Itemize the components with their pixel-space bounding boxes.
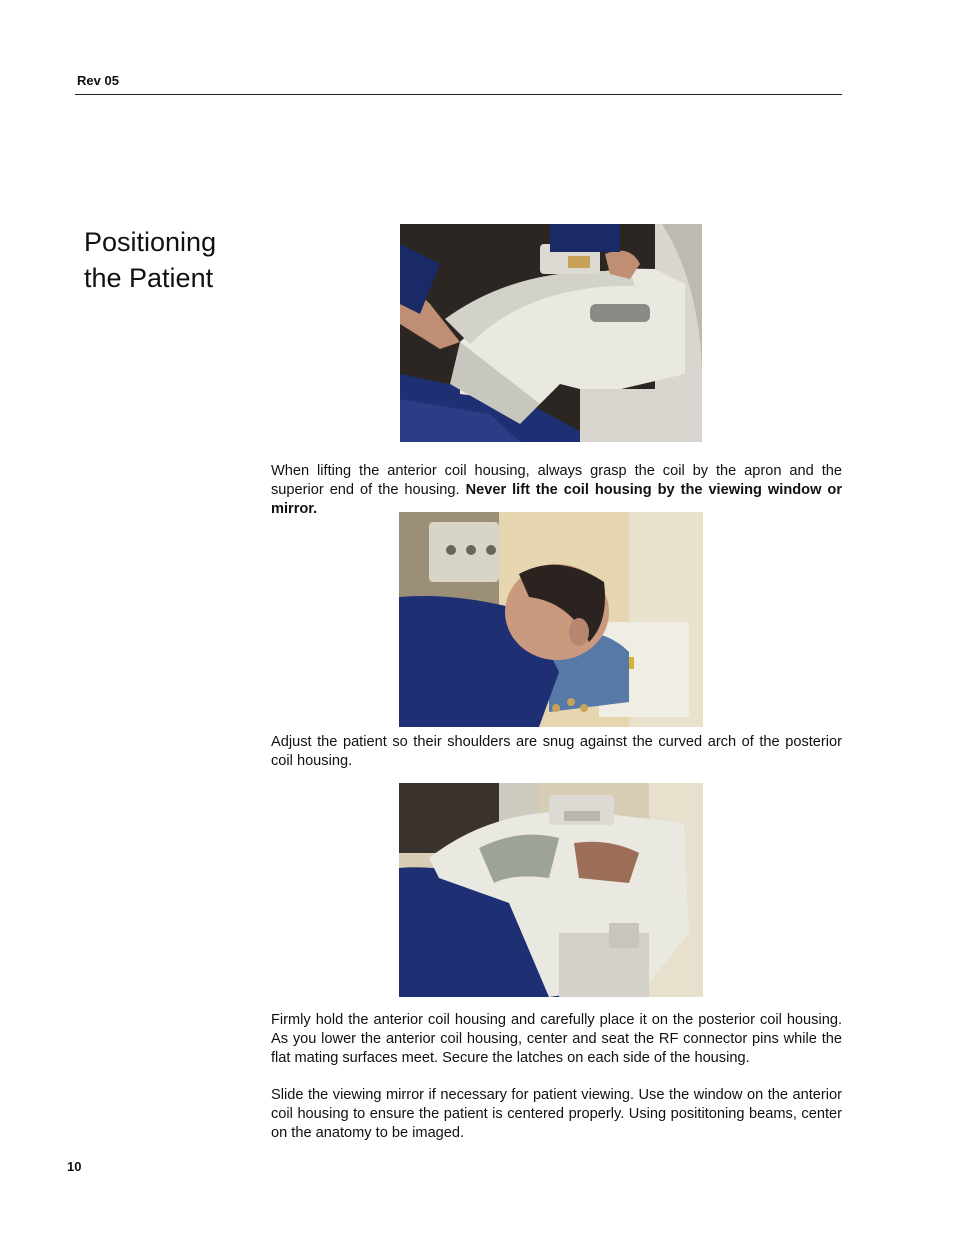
step-1-text [271, 462, 842, 519]
page-number: 10 [67, 1159, 82, 1174]
photo-lifting-anterior-coil-housing-icon [400, 224, 702, 442]
header-divider [75, 94, 842, 95]
step-1-warning: Never lift the coil housing by the viewing window or mirror. [271, 482, 842, 517]
photo-coil-placed [399, 783, 703, 997]
photo-patient-lying [399, 512, 703, 727]
photo-patient-on-posterior-coil-icon [399, 512, 703, 727]
step-2-text: Adjust the patient so their shoulders are snug against the curved arch of the posterior coil housing. [271, 734, 842, 769]
photo-anterior-coil-placed-icon [399, 783, 703, 997]
step-1-instruction: When lifting the anterior coil housing, always grasp the coil by the apron and the superior end of the housing. [271, 463, 842, 498]
section-title-line-2: the Patient [84, 263, 214, 293]
step-4-text: Slide the viewing mirror if necessary for patient viewing. Use the window on the anterior coil housing to ensure the patient is centered properly. Using posititoning beams, center on the anatomy to be imaged. [271, 1087, 842, 1141]
revision-label: Rev 05 [77, 73, 119, 88]
section-title-line-1: Positioning [84, 227, 217, 257]
photo-lifting-coil [400, 224, 702, 442]
section-title [84, 224, 216, 296]
step-3-text: Firmly hold the anterior coil housing and carefully place it on the posterior coil housing. As you lower the anterior coil housing, center and seat the RF connector pins while the flat mating surfaces meet. Secure the latches on each side of the housing. [271, 1012, 842, 1066]
